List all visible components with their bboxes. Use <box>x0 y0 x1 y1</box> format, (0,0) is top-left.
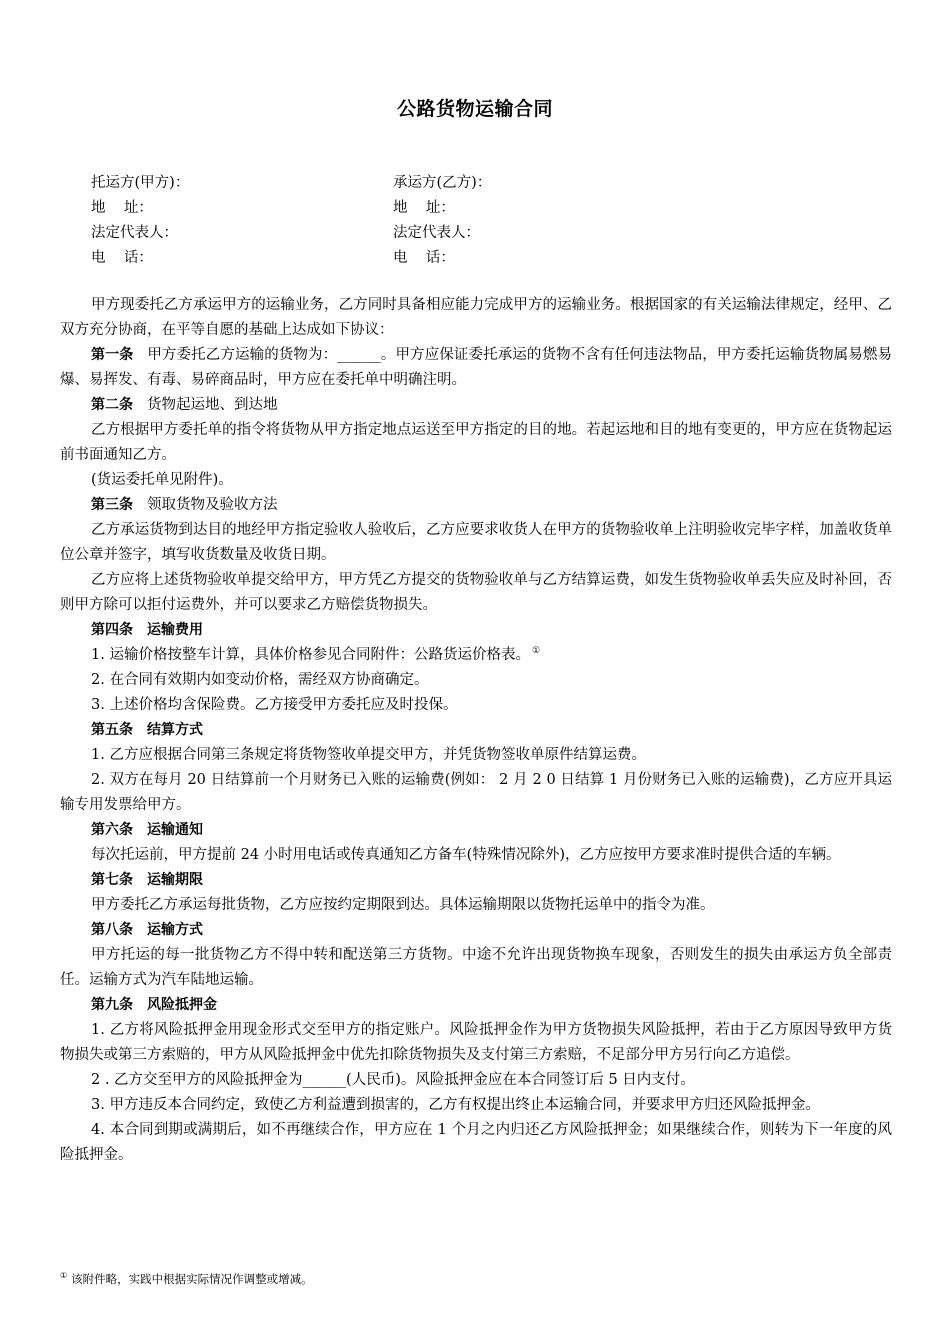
article-number: 第一条 <box>91 347 134 363</box>
article-number: 第七条 <box>91 872 133 888</box>
article-title: 运输费用 <box>147 622 203 638</box>
article-4-heading <box>60 618 892 643</box>
article-1 <box>60 343 892 393</box>
footnote-mark: ① <box>60 1271 68 1280</box>
article-9-heading <box>60 993 892 1018</box>
article-number: 第三条 <box>91 497 133 513</box>
article-title: 风险抵押金 <box>147 997 217 1013</box>
article-number: 第八条 <box>91 922 133 938</box>
article-3-paragraph: 乙方应将上述货物验收单提交给甲方，甲方凭乙方提交的货物验收单与乙方结算运费，如发生货物验收单丢失应及时补回，否则甲方除可以拒付运费外，并可以要求乙方赔偿货物损失。 <box>60 572 892 613</box>
party-row <box>91 171 891 196</box>
footnote-reference[interactable]: ① <box>531 646 541 657</box>
contract-body <box>60 293 892 1168</box>
article-title: 结算方式 <box>147 722 203 738</box>
shipper-address-label: 地 址： <box>91 200 153 216</box>
party-row <box>91 246 891 271</box>
article-4-paragraph: 2. 在合同有效期内如变动价格，需经双方协商确定。 <box>91 672 429 688</box>
article-9-paragraph: 2 . 乙方交至甲方的风险抵押金为______(人民币)。风险抵押金应在本合同签订后 5 日内支付。 <box>91 1072 695 1088</box>
article-title: 运输方式 <box>147 922 203 938</box>
article-text: 甲方委托乙方运输的货物为：______。甲方应保证委托承运的货物不含有任何违法物品，甲方委托运输货物属易燃易爆、易挥发、有毒、易碎商品时，甲方应在委托单中明确注明。 <box>60 347 893 388</box>
footnote-text: 该附件略，实践中根据实际情况作调整或增减。 <box>71 1271 313 1286</box>
article-6-paragraph: 每次托运前，甲方提前 24 小时用电话或传真通知乙方备车(特殊情况除外)，乙方应按甲方要求准时提供合适的车辆。 <box>91 847 841 863</box>
shipper-label: 托运方(甲方)： <box>91 175 190 191</box>
article-2-paragraph: 乙方根据甲方委托单的指令将货物从甲方指定地点运送至甲方指定的目的地。若起运地和目的地有变更的，甲方应在货物起运前书面通知乙方。 <box>60 422 892 463</box>
article-title: 领取货物及验收方法 <box>147 497 278 513</box>
article-8-paragraph: 甲方托运的每一批货物乙方不得中转和配送第三方货物。中途不允许出现货物换车现象，否则发生的损失由承运方负全部责任。运输方式为汽车陆地运输。 <box>60 947 892 988</box>
footnote <box>60 1268 313 1287</box>
article-9-paragraph: 3. 甲方违反本合同约定，致使乙方利益遭到损害的，乙方有权提出终止本运输合同，并要求甲方归还风险抵押金。 <box>91 1097 820 1113</box>
party-row <box>91 196 891 221</box>
article-number: 第九条 <box>91 997 133 1013</box>
article-title: 运输期限 <box>147 872 203 888</box>
article-number: 第五条 <box>91 722 133 738</box>
shipper-rep-label: 法定代表人： <box>91 225 178 241</box>
article-4-paragraph <box>60 643 892 668</box>
intro-paragraph: 甲方现委托乙方承运甲方的运输业务，乙方同时具备相应能力完成甲方的运输业务。根据国家的有关运输法律规定，经甲、乙双方充分协商，在平等自愿的基础上达成如下协议： <box>60 297 892 338</box>
article-5-paragraph: 1. 乙方应根据合同第三条规定将货物签收单提交甲方，并凭货物签收单原件结算运费。 <box>91 747 646 763</box>
article-5-heading <box>60 718 892 743</box>
article-number: 第四条 <box>91 622 133 638</box>
clause-text: 1. 运输价格按整车计算，具体价格参见合同附件：公路货运价格表。 <box>91 647 530 663</box>
parties-block <box>91 171 891 271</box>
carrier-label: 承运方(乙方)： <box>393 175 492 191</box>
article-title: 货物起运地、到达地 <box>147 397 278 413</box>
article-3-paragraph: 乙方承运货物到达目的地经甲方指定验收人验收后，乙方应要求收货人在甲方的货物验收单上注明验收完毕字样，加盖收货单位公章并签字，填写收货数量及收货日期。 <box>60 522 892 563</box>
article-6-heading <box>60 818 892 843</box>
carrier-address-label: 地 址： <box>393 200 455 216</box>
carrier-phone-label: 电 话： <box>393 250 455 266</box>
article-title: 运输通知 <box>147 822 203 838</box>
article-5-paragraph: 2. 双方在每月 20 日结算前一个月财务已入账的运输费(例如： 2 月 2 0 日结算 1 月份财务已入账的运输费)，乙方应开具运输专用发票给甲方。 <box>60 772 892 813</box>
article-number: 第二条 <box>91 397 133 413</box>
shipper-phone-label: 电 话： <box>91 250 153 266</box>
article-7-heading <box>60 868 892 893</box>
carrier-rep-label: 法定代表人： <box>393 225 480 241</box>
article-7-paragraph: 甲方委托乙方承运每批货物，乙方应按约定期限到达。具体运输期限以货物托运单中的指令为准。 <box>91 897 715 913</box>
article-9-paragraph: 1. 乙方将风险抵押金用现金形式交至甲方的指定账户。风险抵押金作为甲方货物损失风险抵押，若由于乙方原因导致甲方货物损失或第三方索赔的，甲方从风险抵押金中优先扣除货物损失及支付第三方索赔，不足部分甲方另行向乙方追偿。 <box>60 1022 892 1063</box>
article-3-heading <box>60 493 892 518</box>
article-9-paragraph: 4. 本合同到期或满期后，如不再继续合作，甲方应在 1 个月之内归还乙方风险抵押金；如果继续合作，则转为下一年度的风险抵押金。 <box>60 1122 892 1163</box>
article-8-heading <box>60 918 892 943</box>
article-4-paragraph: 3. 上述价格均含保险费。乙方接受甲方委托应及时投保。 <box>91 697 458 713</box>
article-2-heading <box>60 393 892 418</box>
party-row <box>91 221 891 246</box>
article-number: 第六条 <box>91 822 133 838</box>
document-title: 公路货物运输合同 <box>396 98 553 120</box>
article-2-paragraph: (货运委托单见附件)。 <box>91 472 233 488</box>
